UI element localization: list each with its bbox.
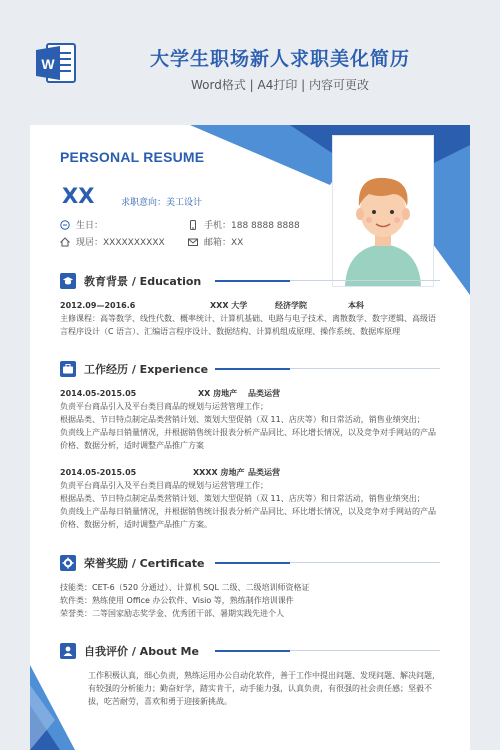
- email-label: 邮箱：XX: [204, 238, 244, 248]
- job-1-period: 2014.05-2015.05: [60, 389, 137, 398]
- education-school: XXX 大学: [210, 301, 248, 310]
- experience-divider-light: [290, 368, 440, 369]
- about-title: 自我评价 / About Me: [84, 645, 199, 658]
- education-divider-light: [290, 280, 440, 281]
- job-1-line-1: 负责平台商品引入及平台类目商品的规划与运营管理工作；: [60, 402, 268, 411]
- job-2-line-2: 根据品类、节日特点制定品类营销计划、策划大型促销（双 11、店庆等）和日常活动，销售业绩突出；: [60, 494, 425, 503]
- education-period: 2012.09—2016.6: [60, 301, 136, 310]
- gear-icon: [60, 555, 76, 571]
- job-intent: 求职意向：美工设计: [121, 198, 203, 208]
- certificate-title: 荣誉奖励 / Certificate: [84, 557, 205, 570]
- word-app-icon: [35, 42, 77, 84]
- education-degree: 本科: [348, 301, 364, 310]
- job-1-line-2: 根据品类、节日特点制定品类营销计划、策划大型促销（双 11、店庆等）和日常活动，销售业绩突出；: [60, 415, 425, 424]
- education-content: [60, 299, 440, 338]
- education-divider: [215, 280, 290, 282]
- job-2-line-3: 负责线上产品每日销量情况，并根据销售统计报表分析产品同比、环比增长情况，以及竞争对手网站的产品价格、数据分析，适时调整产品推广方案。: [60, 507, 436, 529]
- education-heading: [60, 273, 201, 289]
- education-major: 经济学院: [275, 301, 307, 310]
- email-icon: [188, 237, 198, 247]
- certificate-line-1: 技能类：CET-6（520 分通过）、计算机 SQL 二级、二级培训师资格证: [60, 583, 310, 592]
- residence-info: [60, 235, 165, 248]
- certificate-line-2: 软件类：熟练使用 Office 办公软件、Visio 等，熟练制作培训课件: [60, 596, 294, 605]
- email-info: [188, 235, 243, 248]
- certificate-line-3: 荣誉类：二等国家励志奖学金、优秀团干部、暑期实践先进个人: [60, 609, 284, 618]
- job-entry-2: [60, 466, 440, 531]
- candidate-name: XX: [62, 184, 95, 208]
- experience-heading: [60, 361, 208, 377]
- decor-triangles-bottom: [30, 665, 90, 750]
- certificate-heading: [60, 555, 204, 571]
- birthday-label: 生日：: [76, 221, 104, 231]
- experience-divider: [215, 368, 290, 370]
- job-entry-1: [60, 387, 440, 452]
- home-icon: [60, 237, 70, 247]
- job-2-line-1: 负责平台商品引入及平台类目商品的规划与运营管理工作；: [60, 481, 268, 490]
- birthday-icon: [60, 220, 70, 230]
- about-text: 工作积极认真，细心负责，熟练运用办公自动化软件，善于工作中提出问题、发现问题、解决问题，有较强的分析能力；勤奋好学，踏实肯干，动手能力强，认真负责，有很强的社会责任感；坚毅不拔，吃苦耐劳，喜欢和勇于迎接新挑战。: [88, 671, 440, 706]
- about-divider-light: [290, 650, 440, 651]
- certificate-content: [60, 581, 440, 620]
- page-subtitle: Word格式 | A4打印 | 内容可更改: [190, 78, 370, 92]
- avatar-illustration: [333, 136, 433, 286]
- birthday-info: [60, 218, 103, 231]
- resume-sheet: [30, 125, 470, 750]
- job-2-company: XXXX 房地产: [193, 468, 245, 477]
- user-icon: [60, 643, 76, 659]
- education-title: 教育背景 / Education: [84, 275, 202, 288]
- briefcase-icon: [60, 361, 76, 377]
- job-1-line-3: 负责线上产品每日销量情况，并根据销售统计报表分析产品同比、环比增长情况，以及竞争对手网站的产品价格、数据分析，适时调整产品推广方案: [60, 428, 436, 450]
- education-summary-row: [60, 299, 440, 312]
- job-1-header: [60, 387, 440, 400]
- phone-info: [188, 218, 300, 231]
- certificate-divider-light: [290, 562, 440, 563]
- job-1-company: XX 房地产: [198, 389, 238, 398]
- certificate-divider: [215, 562, 290, 564]
- about-heading: [60, 643, 199, 659]
- graduation-cap-icon: [60, 273, 76, 289]
- page-header: [0, 0, 500, 125]
- job-2-role: 品类运营: [248, 468, 280, 477]
- job-2-period: 2014.05-2015.05: [60, 468, 137, 477]
- experience-title: 工作经历 / Experience: [84, 363, 209, 376]
- resume-title: PERSONAL RESUME: [60, 149, 205, 165]
- phone-label: 手机：188 8888 8888: [204, 221, 300, 231]
- avatar: [332, 135, 434, 287]
- phone-icon: [188, 220, 198, 230]
- about-divider: [215, 650, 290, 652]
- job-2-header: [60, 466, 440, 479]
- page-title: 大学生职场新人求职美化简历: [149, 48, 410, 70]
- job-1-role: 品类运营: [248, 389, 280, 398]
- education-courses: 主修课程：高等数学、线性代数、概率统计、计算机基础、电路与电子技术、离散数学、数字逻辑、高级语言程序设计（C 语言）、汇编语言程序设计、数据结构、计算机组成原理、操作系统、数据库原理: [60, 314, 436, 336]
- residence-label: 现居：XXXXXXXXXX: [76, 238, 165, 248]
- svg-text:W: W: [41, 56, 55, 72]
